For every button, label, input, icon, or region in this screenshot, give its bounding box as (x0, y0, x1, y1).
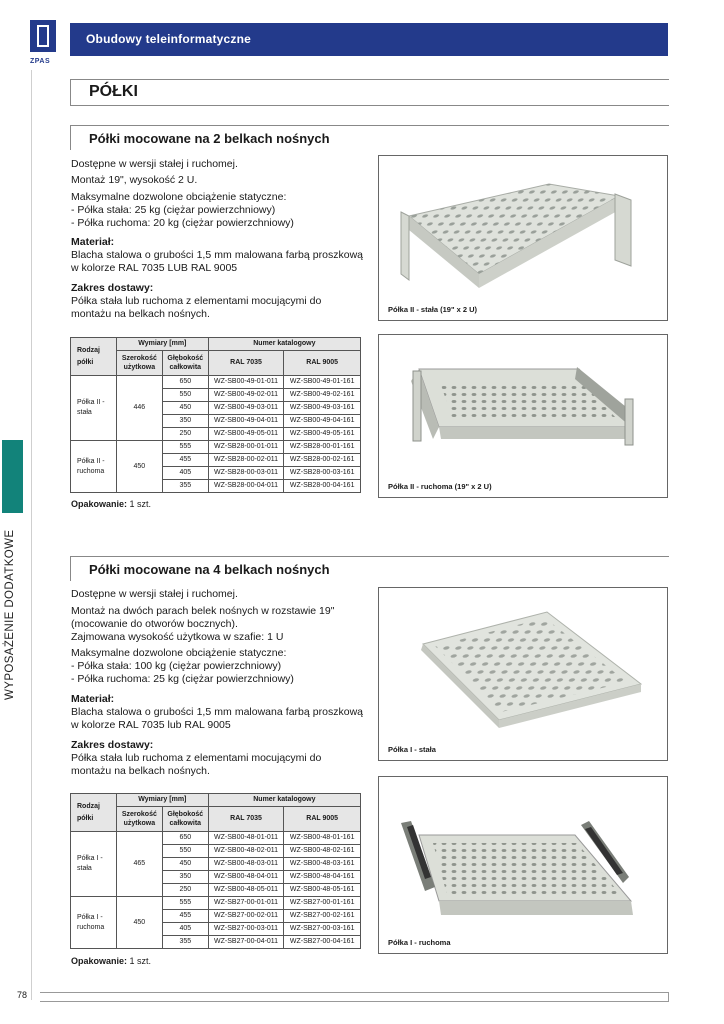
cell-ral7035: WZ-SB28-00-04-011 (208, 480, 284, 493)
s2-g1-width: 465 (116, 832, 162, 897)
cell-ral9005: WZ-SB00-48-04-161 (284, 871, 361, 884)
s1-th-catalog: Numer katalogowy (208, 338, 360, 351)
s2-th-type: Rodzaj półki (71, 794, 117, 832)
cell-depth: 650 (162, 376, 208, 389)
s1-image-fixed (378, 155, 668, 321)
cell-ral7035: WZ-SB27-00-02-011 (208, 910, 284, 923)
s1-th-dims: Wymiary [mm] (116, 338, 208, 351)
s2-packaging (71, 956, 151, 966)
s2-image-sliding (378, 776, 668, 954)
s1-line-3: Maksymalne dozwolone obciążenie statyczne: (71, 191, 287, 203)
cell-ral9005: WZ-SB27-00-01-161 (284, 897, 361, 910)
cell-depth: 405 (162, 467, 208, 480)
cell-depth: 455 (162, 910, 208, 923)
s1-line-1: Dostępne w wersji stałej i ruchomej. (71, 158, 238, 170)
s2-line-5: Maksymalne dozwolone obciążenie statyczne: (71, 647, 287, 659)
page-number: 78 (17, 990, 28, 1000)
s2-th-dims: Wymiary [mm] (116, 794, 208, 807)
cell-depth: 405 (162, 923, 208, 936)
cell-depth: 350 (162, 871, 208, 884)
cell-ral9005: WZ-SB00-48-01-161 (284, 832, 361, 845)
table-row (71, 441, 361, 454)
cell-ral7035: WZ-SB00-49-01-011 (208, 376, 284, 389)
side-chapter-label: WYPOSAŻENIE DODATKOWE (4, 529, 16, 700)
s1-material-text: Blacha stalowa o grubości 1,5 mm malowana farbą proszkową w kolorze RAL 7035 LUB RAL 9005 (71, 249, 363, 274)
s2-th-ral9005: RAL 9005 (284, 807, 361, 832)
s2-material-text: Blacha stalowa o grubości 1,5 mm malowana farbą proszkową w kolorze RAL 7035 lub RAL 9005 (71, 706, 363, 731)
s1-image-sliding (378, 334, 668, 498)
cell-ral7035: WZ-SB00-49-03-011 (208, 402, 284, 415)
section2-title-box (70, 556, 669, 581)
s2-material-label: Materiał: (71, 693, 115, 705)
shelf-fixed-2u-illustration (379, 156, 667, 320)
cell-ral7035: WZ-SB00-49-02-011 (208, 389, 284, 402)
shelf-sliding-1u-illustration (379, 777, 667, 927)
cell-ral7035: WZ-SB27-00-04-011 (208, 936, 284, 949)
cell-ral9005: WZ-SB28-00-01-161 (284, 441, 361, 454)
cell-depth: 450 (162, 858, 208, 871)
s1-th-width: Szerokość użytkowa (116, 351, 162, 376)
cell-ral9005: WZ-SB00-49-05-161 (284, 428, 361, 441)
s1-th-type: Rodzaj półki (71, 338, 117, 376)
cell-ral9005: WZ-SB27-00-03-161 (284, 923, 361, 936)
cell-ral7035: WZ-SB27-00-03-011 (208, 923, 284, 936)
side-color-tab (2, 440, 23, 513)
cell-ral9005: WZ-SB27-00-04-161 (284, 936, 361, 949)
s1-scope-label: Zakres dostawy: (71, 282, 154, 294)
cell-ral7035: WZ-SB27-00-01-011 (208, 897, 284, 910)
s1-pack-label: Opakowanie: (71, 499, 128, 509)
s2-g1-label: Półka I - stała (71, 832, 117, 897)
s1-th-ral9005: RAL 9005 (284, 351, 361, 376)
s1-image-sliding-caption: Półka II - ruchoma (19" x 2 U) (388, 482, 492, 491)
s1-g2-label: Półka II - ruchoma (71, 441, 117, 493)
cell-ral7035: WZ-SB00-49-05-011 (208, 428, 284, 441)
s2-line-3: (mocowanie do otworów bocznych). (71, 618, 238, 630)
s1-line-5: - Półka ruchoma: 20 kg (ciężar powierzchniowy) (71, 217, 294, 229)
cell-ral9005: WZ-SB00-48-02-161 (284, 845, 361, 858)
cell-ral7035: WZ-SB00-49-04-011 (208, 415, 284, 428)
cell-ral9005: WZ-SB00-49-03-161 (284, 402, 361, 415)
s1-g2-width: 450 (116, 441, 162, 493)
s1-material-label: Materiał: (71, 236, 115, 248)
section1-title-box (70, 125, 669, 150)
s2-image-sliding-caption: Półka I - ruchoma (388, 938, 451, 947)
footer-bar (40, 992, 669, 1002)
cell-depth: 555 (162, 441, 208, 454)
s2-g2-width: 450 (116, 897, 162, 949)
margin-line (31, 70, 32, 1000)
cell-ral9005: WZ-SB00-48-05-161 (284, 884, 361, 897)
logo-mark (30, 20, 56, 52)
s1-scope-text: Półka stała lub ruchoma z elementami mocującymi do montażu na belkach nośnych. (71, 295, 322, 320)
s1-g1-label: Półka II - stała (71, 376, 117, 441)
section1-title: Półki mocowane na 2 belkach nośnych (89, 131, 330, 146)
s1-th-depth: Głębokość całkowita (162, 351, 208, 376)
shelf-fixed-1u-illustration (379, 588, 667, 738)
page-title: PÓŁKI (89, 83, 138, 100)
zpas-logo (30, 20, 60, 66)
s2-g2-label: Półka I - ruchoma (71, 897, 117, 949)
table-row (71, 376, 361, 389)
s2-th-catalog: Numer katalogowy (208, 794, 360, 807)
cell-ral7035: WZ-SB00-48-02-011 (208, 845, 284, 858)
s1-line-4: - Półka stała: 25 kg (ciężar powierzchniowy) (71, 204, 276, 216)
s1-pack-value: 1 szt. (129, 499, 152, 509)
s1-spec-table (70, 337, 361, 493)
cell-depth: 350 (162, 415, 208, 428)
cell-ral9005: WZ-SB00-49-04-161 (284, 415, 361, 428)
page-title-box (70, 79, 669, 106)
cell-depth: 650 (162, 832, 208, 845)
cell-ral9005: WZ-SB00-49-01-161 (284, 376, 361, 389)
cell-depth: 455 (162, 454, 208, 467)
cell-ral9005: WZ-SB00-49-02-161 (284, 389, 361, 402)
s2-th-depth: Głębokość całkowita (162, 807, 208, 832)
cell-ral9005: WZ-SB28-00-03-161 (284, 467, 361, 480)
cell-ral9005: WZ-SB28-00-02-161 (284, 454, 361, 467)
cell-depth: 355 (162, 480, 208, 493)
s1-packaging (71, 499, 151, 509)
s2-line-6: - Półka stała: 100 kg (ciężar powierzchniowy) (71, 660, 282, 672)
section2-title: Półki mocowane na 4 belkach nośnych (89, 562, 330, 577)
s2-scope-text: Półka stała lub ruchoma z elementami mocującymi do montażu na belkach nośnych. (71, 752, 322, 777)
cell-ral7035: WZ-SB00-48-05-011 (208, 884, 284, 897)
s2-line-2: Montaż na dwóch parach belek nośnych w rozstawie 19" (71, 605, 335, 617)
s1-image-fixed-caption: Półka II - stała (19" x 2 U) (388, 305, 478, 314)
s1-th-ral7035: RAL 7035 (208, 351, 284, 376)
s2-spec-table (70, 793, 361, 949)
s1-line-2: Montaż 19", wysokość 2 U. (71, 174, 198, 186)
cell-ral7035: WZ-SB00-48-04-011 (208, 871, 284, 884)
shelf-sliding-2u-illustration (379, 335, 667, 475)
s2-line-4: Zajmowana wysokość użytkowa w szafie: 1 U (71, 631, 284, 643)
cell-depth: 550 (162, 389, 208, 402)
logo-text: ZPAS (30, 58, 51, 65)
header-bar (70, 23, 668, 56)
cell-ral7035: WZ-SB00-48-01-011 (208, 832, 284, 845)
s2-scope-label: Zakres dostawy: (71, 739, 154, 751)
table-row (71, 832, 361, 845)
s2-pack-label: Opakowanie: (71, 956, 128, 966)
cell-ral7035: WZ-SB28-00-01-011 (208, 441, 284, 454)
s2-line-7: - Półka ruchoma: 25 kg (ciężar powierzchniowy) (71, 673, 294, 685)
s2-th-width: Szerokość użytkowa (116, 807, 162, 832)
s2-image-fixed (378, 587, 668, 761)
cell-ral7035: WZ-SB28-00-02-011 (208, 454, 284, 467)
cell-depth: 250 (162, 428, 208, 441)
cell-depth: 450 (162, 402, 208, 415)
s2-line-1: Dostępne w wersji stałej i ruchomej. (71, 588, 238, 600)
s1-g1-width: 446 (116, 376, 162, 441)
table-row (71, 897, 361, 910)
cell-ral9005: WZ-SB27-00-02-161 (284, 910, 361, 923)
s2-th-ral7035: RAL 7035 (208, 807, 284, 832)
cell-ral7035: WZ-SB00-48-03-011 (208, 858, 284, 871)
cell-depth: 250 (162, 884, 208, 897)
s2-pack-value: 1 szt. (129, 956, 152, 966)
cell-ral9005: WZ-SB28-00-04-161 (284, 480, 361, 493)
cell-ral9005: WZ-SB00-48-03-161 (284, 858, 361, 871)
cell-ral7035: WZ-SB28-00-03-011 (208, 467, 284, 480)
cell-depth: 550 (162, 845, 208, 858)
cell-depth: 355 (162, 936, 208, 949)
cell-depth: 555 (162, 897, 208, 910)
header-section-title: Obudowy teleinformatyczne (86, 32, 252, 46)
s2-image-fixed-caption: Półka I - stała (388, 745, 436, 754)
